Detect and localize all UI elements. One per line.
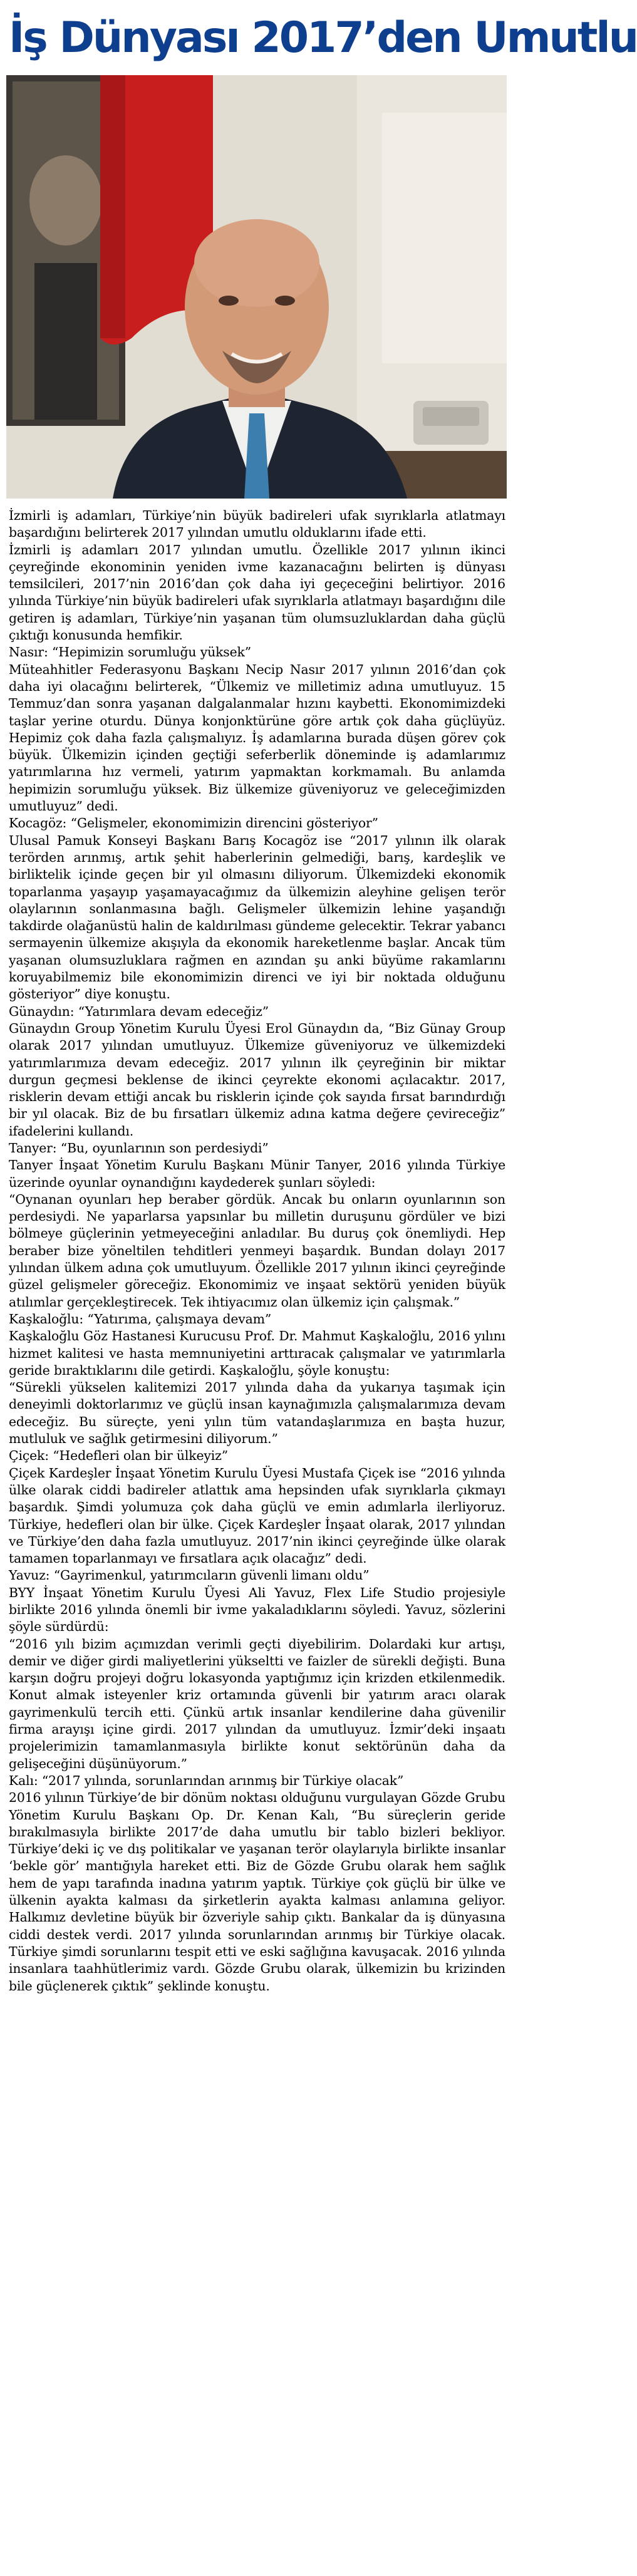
article-body <box>6 507 507 1995</box>
paragraph: “Sürekli yükselen kalitemizi 2017 yılında daha da yukarıya taşımak için deneyimli doktorlarımız ve güçlü insan kaynağımızla çalışmalarımıza devam edeceğiz. Bu süreçte, yeni yılın tüm vatandaşlarımıza en başta huzur, mutluluk ve sağlık getirmesini diliyorum.” <box>9 1380 505 1447</box>
article-photo <box>6 75 507 499</box>
subheading: Nasır: “Hepimizin sorumluğu yüksek” <box>9 644 252 660</box>
paragraph: 2016 yılının Türkiye’de bir dönüm noktası olduğunu vurgulayan Gözde Grubu Yönetim Kurulu Başkanı Op. Dr. Kenan Kalı, “Bu süreçlerin geride bırakılmasıyla birlikte 2017’de daha umutlu bir tablo bizleri bekliyor. Türkiye’deki iç ve dış politikalar ve yaşanan terör olaylarıyla birlikte insanlar ‘bekle gör’ mantığıyla hareket etti. Biz de Gözde Grubu olarak hem sağlık hem de yapı tarafında inadına yatırım yaptık. Türkiye çok güçlü bir ülke ve ülkenin ayakta kalması da şirketlerin ayakta kalması anlamına geliyor. Halkımız devletine büyük bir özveriyle sahip çıktı. Bankalar da iş dünyasına ciddi destek verdi. 2017 yılında sorunlarından arınmış bir Türkiye olacak. Türkiye şimdi sorunlarını tespit etti ve eski sağlığına kavuşacak. 2016 yılında insanlara taahhütlerimiz vardı. Gözde Grubu olarak, ülkemizin bu krizinden bile güçlenerek çıktık” şeklinde konuştu. <box>9 1790 505 1994</box>
subheading: Tanyer: “Bu, oyunlarının son perdesiydi” <box>9 1140 269 1156</box>
paragraph: BYY İnşaat Yönetim Kurulu Üyesi Ali Yavuz, Flex Life Studio projesiyle birlikte 2016 yılında önemli bir ivme yakaladıklarını söyledi. Yavuz, sözlerini şöyle sürdürdü: <box>9 1585 505 1635</box>
paragraph: Çiçek Kardeşler İnşaat Yönetim Kurulu Üyesi Mustafa Çiçek ise “2016 yılında ülke olarak ciddi badireler atlattık ama hepsinden ufak sıyrıklarla çıkmayı başardık. Şimdi yolumuza çok daha güçlü ve emin adımlarla ilerliyoruz. Türkiye, hedefleri olan bir ülke. Çiçek Kardeşler İnşaat olarak, 2017 yılından ve Türkiye’den daha fazla umutluyuz. 2017’nin ikinci çeyreğinde ülke olarak tamamen toparlanmayı ve fırsatlara açık olacağız” dedi. <box>9 1465 505 1566</box>
paragraph: İzmirli iş adamları 2017 yılından umutlu. Özellikle 2017 yılının ikinci çeyreğinde ekonominin yeniden ivme kazanacağını belirten iş dünyası temsilcileri, 2017’nin 2016’dan çok daha iyi geçeceğini belirtiyor. 2016 yılında Türkiye’nin büyük badireleri ufak sıyrıklarla atlatmayı başardığını dile getiren iş adamları, Türkiye’nin yaşanan tüm olumsuzluklardan daha güçlü çıktığı konusunda hemfikir. <box>9 542 505 643</box>
subheading: Çiçek: “Hedefleri olan bir ülkeyiz” <box>9 1448 229 1464</box>
paragraph: Günaydın Group Yönetim Kurulu Üyesi Erol Günaydın da, “Biz Günay Group olarak 2017 yılından umutluyuz. Ülkemize güveniyoruz ve ülkemizdeki yatırımlarımıza devam edeceğiz. 2017 yılının ilk çeyreğinin bir miktar durgun geçmesi beklense de ikinci çeyrekte ekonomi açılacaktır. 2017, risklerin devam ettiği ancak bu risklerin içinde çok sayıda fırsat barındırdığı bir yıl olacak. Biz de bu fırsatları ülkemiz adına katma değere çevireceğiz” ifadelerini kullandı. <box>9 1020 505 1139</box>
subheading: Kocagöz: “Gelişmeler, ekonomimizin direncini gösteriyor” <box>9 815 378 831</box>
paragraph: Müteahhitler Federasyonu Başkanı Necip Nasır 2017 yılının 2016’dan çok daha iyi olacağını belirterek, “Ülkemiz ve milletimiz adına umutluyuz. 15 Temmuz’dan sonra yaşanan dalgalanmalar hızını kaybetti. Ekonomimizdeki taşlar yerine oturdu. Dünya konjonktürüne göre artık çok daha güçlüyüz. Hepimiz çok daha fazla çalışmalıyız. İş adamlarına burada düşen görev çok büyük. Ülkemizin içinden geçtiği seferberlik döneminde iş adamlarımız yatırımlarına hız vermeli, yatırım yapmaktan korkmamalı. Bu anlamda hepimizin sorumluğu yüksek. Biz ülkemize güveniyoruz ve geleceğimizden umutluyuz” dedi. <box>9 661 505 814</box>
paragraph: Ulusal Pamuk Konseyi Başkanı Barış Kocagöz ise “2017 yılının ilk olarak terörden arınmış, artık şehit haberlerinin gelmediği, barış, kardeşlik ve birliktelik içinde geçen bir yıl olmasını diliyorum. Ülkemizdeki ekonomik toparlanma yaşayıp yaşamayacağımız da ülkemizin aleyhine gelişen terör olaylarının sonlanmasına bağlı. Gelişmeler ülkemizin lehine yaşandığı takdirde olağanüstü halin de kaldırılması gündeme gelecektir. Tekrar yabancı sermayenin ülkemize akışıyla da ekonomik hareketlenme başlar. Ancak tüm yaşanan olumsuzluklara rağmen en azından şu anki büyüme rakamlarını koruyabilmemiz bile ekonomimizin direnci ve iyi bir noktada olduğunu gösteriyor” diye konuştu. <box>9 832 505 1002</box>
subheading: Günaydın: “Yatırımlara devam edeceğiz” <box>9 1003 269 1019</box>
paragraph: “Oynanan oyunları hep beraber gördük. Ancak bu onların oyunlarının son perdesiydi. Ne yaparlarsa yapsınlar bu milletin duruşunu gördüler ve bizi bölmeye güçlerinin yetmeyeceğini anladılar. Bu duruş çok önemliydi. Hep beraber bize yöneltilen tehditleri yenmeyi başardık. Bundan dolayı 2017 yılından ülkem adına çok umutluyum. Özellikle 2017 yılının ikinci çeyreğinde güzel gelişmeler göreceğiz. Ekonomimiz ve inşaat sektörü yeniden büyük atılımlar gerçekleştirecek. Tek ihtiyacımız olan ülkemiz için çalışmak.” <box>9 1191 505 1310</box>
headline: İş Dünyası 2017’den Umutlu <box>9 13 637 63</box>
lead-paragraph: İzmirli iş adamları, Türkiye’nin büyük badireleri ufak sıyrıklarla atlatmayı başardığını belirterek 2017 yılından umutlu olduklarını ifade etti. <box>9 508 505 541</box>
paragraph: “2016 yılı bizim açımızdan verimli geçti diyebilirim. Dolardaki kur artışı, demir ve diğer girdi maliyetlerini yükseltti ve faizler de sürekli değişti. Buna karşın doğru projeyi doğru lokasyonda yaptığımız için krizden etkilenmedik. Konut almak isteyenler kriz ortamında güvenli bir yatırım aracı olarak gayrimenkulü tercih etti. Çünkü artık insanlar kendilerine daha güvenilir firma arayışı içine girdi. 2017 yılından da umutluyuz. İzmir’deki inşaatı projelerimizin tamamlanmasıyla birlikte konut sektörünün daha da gelişeceğini düşünüyorum.” <box>9 1636 505 1771</box>
paragraph: Kaşkaloğlu Göz Hastanesi Kurucusu Prof. Dr. Mahmut Kaşkaloğlu, 2016 yılını hizmet kalitesi ve hasta memnuniyetini arttıracak çalışmalar ve yatırımlarla geride bıraktıklarını dile getirdi. Kaşkaloğlu, şöyle konuştu: <box>9 1328 505 1378</box>
subheading: Kaşkaloğlu: “Yatırıma, çalışmaya devam” <box>9 1311 272 1327</box>
subheading: Yavuz: “Gayrimenkul, yatırımcıların güvenli limanı oldu” <box>9 1568 370 1583</box>
paragraph: Tanyer İnşaat Yönetim Kurulu Başkanı Münir Tanyer, 2016 yılında Türkiye üzerinde oyunlar oynandığını kaydederek şunları söyledi: <box>9 1157 505 1190</box>
portrait-photo-illustration <box>6 75 507 499</box>
subheading: Kalı: “2017 yılında, sorunlarından arınmış bir Türkiye olacak” <box>9 1772 404 1788</box>
